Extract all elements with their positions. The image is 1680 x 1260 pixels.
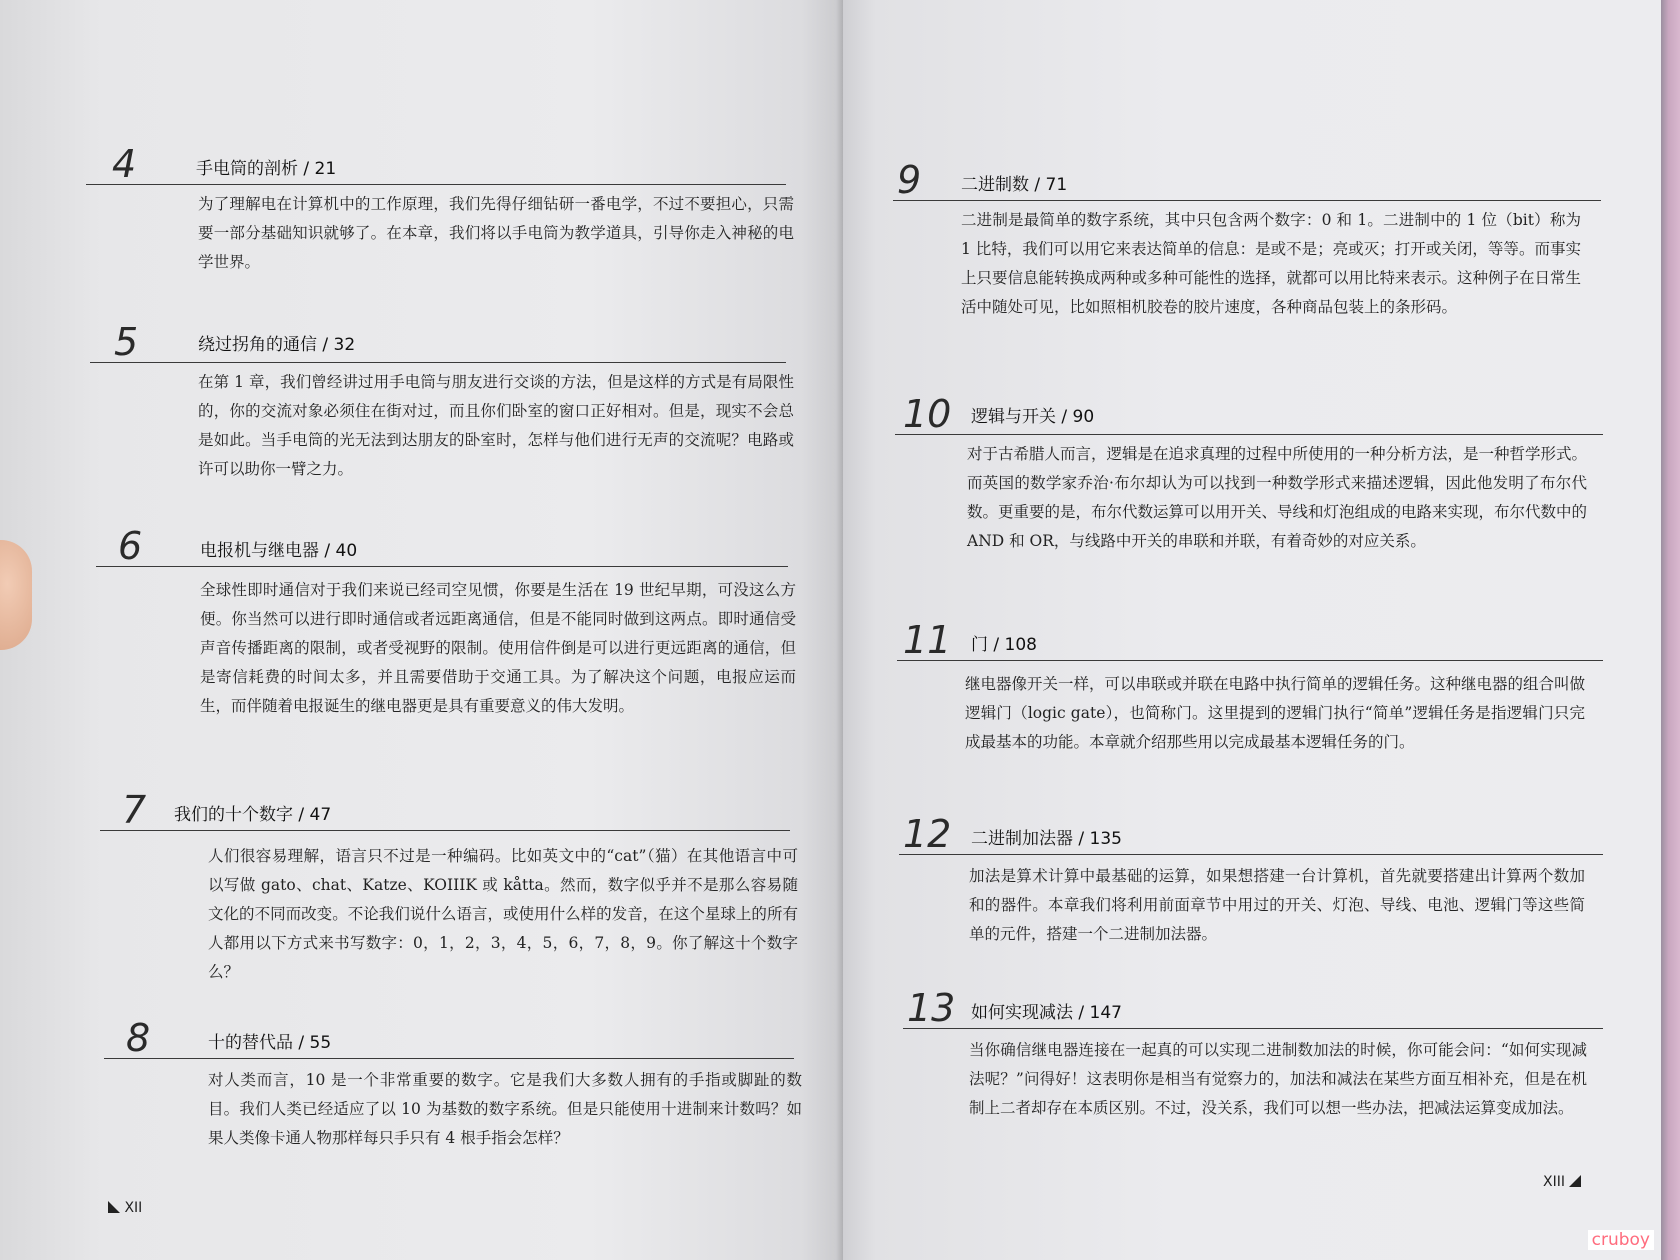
chapter-title: 手电筒的剖析 / 21 <box>196 159 337 179</box>
chapter-rule <box>90 362 786 363</box>
chapter-rule <box>86 184 786 185</box>
chapter-number: 7 <box>122 788 147 832</box>
folio-text: XII <box>124 1200 143 1216</box>
chapter-summary: 在第 1 章，我们曾经讲过用手电筒与朋友进行交谈的方法，但是这样的方式是有局限性的，你的交流对象必须住在街对过，而且你们卧室的窗口正好相对。但是，现实不会总是如此。当手电筒的光无法到达朋友的卧室时，怎样与他们进行无声的交流呢？电路或许可以助你一臂之力。 <box>198 373 794 478</box>
chapter-number: 13 <box>907 986 956 1030</box>
chapter-number: 10 <box>903 392 952 436</box>
chapter-summary: 当你确信继电器连接在一起真的可以实现二进制数加法的时候，你可能会问：“如何实现减法呢？”问得好！这表明你是相当有觉察力的，加法和减法在某些方面互相补充，但是在机制上二者却存在本质区别。不过，没关系，我们可以想一些办法，把减法运算变成加法。 <box>969 1041 1587 1117</box>
chapter-summary: 继电器像开关一样，可以串联或并联在电路中执行简单的逻辑任务。这种继电器的组合叫做逻辑门（logic gate），也简称门。这里提到的逻辑门执行“简单”逻辑任务是指逻辑门只完成最基本的功能。本章就介绍那些用以完成最基本逻辑任务的门。 <box>965 675 1586 751</box>
chapter-number: 8 <box>126 1016 151 1060</box>
chapter-rule <box>104 1058 794 1059</box>
page-number-left <box>108 1200 142 1216</box>
triangle-marker-icon <box>1569 1175 1581 1187</box>
chapter-rule <box>903 1028 1603 1029</box>
chapter-title: 门 / 108 <box>971 635 1037 655</box>
chapter-rule <box>96 566 788 567</box>
chapter-title: 二进制加法器 / 135 <box>971 829 1122 849</box>
chapter-rule <box>893 200 1601 201</box>
chapter-title: 我们的十个数字 / 47 <box>174 805 332 825</box>
chapter-rule <box>897 660 1603 661</box>
chapter-number: 12 <box>903 812 952 856</box>
thumb <box>0 540 32 650</box>
chapter-number: 11 <box>903 618 952 662</box>
chapter-title: 十的替代品 / 55 <box>208 1033 332 1053</box>
chapter-summary: 人们很容易理解，语言只不过是一种编码。比如英文中的“cat”（猫）在其他语言中可以写做 gato、chat、Katze、KOIIIK 或 kåtta。然而，数字似乎并不是那么容易随文化的不同而改变。不论我们说什么语言，或使用什么样的发音，在这个星球上的所有人都用以下方式来书写数字：0，1，2，3，4，5，6，7，8，9。你了解这十个数字么？ <box>208 847 798 981</box>
chapter-summary: 加法是算术计算中最基础的运算，如果想搭建一台计算机，首先就要搭建出计算两个数加和的器件。本章我们将利用前面章节中用过的开关、灯泡、导线、电池、逻辑门等这些简单的元件，搭建一个二进制加法器。 <box>969 867 1585 943</box>
chapter-summary: 二进制是最简单的数字系统，其中只包含两个数字：0 和 1。二进制中的 1 位（bit）称为 1 比特，我们可以用它来表达简单的信息：是或不是；亮或灭；打开或关闭，等等。而事实上只要信息能转换成两种或多种可能性的选择，就都可以用比特来表示。这种例子在日常生活中随处可见，比如照相机胶卷的胶片速度，各种商品包装上的条形码。 <box>961 211 1582 316</box>
page-number-right <box>1543 1174 1581 1190</box>
chapter-number: 9 <box>897 158 922 202</box>
right-page <box>843 0 1661 1260</box>
chapter-number: 4 <box>112 142 137 186</box>
chapter-title: 二进制数 / 71 <box>961 175 1068 195</box>
chapter-title: 绕过拐角的通信 / 32 <box>198 335 356 355</box>
chapter-rule <box>895 434 1603 435</box>
chapter-summary: 对于古希腊人而言，逻辑是在追求真理的过程中所使用的一种分析方法，是一种哲学形式。而英国的数学家乔治·布尔却认为可以找到一种数学形式来描述逻辑，因此他发明了布尔代数。更重要的是，布尔代数运算可以用开关、导线和灯泡组成的电路来实现，布尔代数中的 AND 和 OR，与线路中开关的串联和并联，有着奇妙的对应关系。 <box>967 445 1588 550</box>
background-edge <box>1661 0 1680 1260</box>
chapter-number: 5 <box>114 320 139 364</box>
watermark-text: cruboy <box>1588 1230 1654 1250</box>
folio-text: XIII <box>1543 1174 1565 1190</box>
chapter-title: 如何实现减法 / 147 <box>971 1003 1122 1023</box>
chapter-title: 逻辑与开关 / 90 <box>971 407 1095 427</box>
chapter-rule <box>100 830 790 831</box>
triangle-marker-icon <box>108 1201 120 1213</box>
chapter-number: 6 <box>118 524 143 568</box>
chapter-summary: 为了理解电在计算机中的工作原理，我们先得仔细钻研一番电学，不过不要担心，只需要一部分基础知识就够了。在本章，我们将以手电筒为教学道具，引导你走入神秘的电学世界。 <box>198 195 794 271</box>
chapter-summary: 全球性即时通信对于我们来说已经司空见惯，你要是生活在 19 世纪早期，可没这么方便。你当然可以进行即时通信或者远距离通信，但是不能同时做到这两点。即时通信受声音传播距离的限制，或者受视野的限制。使用信件倒是可以进行更远距离的通信，但是寄信耗费的时间太多，并且需要借助于交通工具。为了解决这个问题，电报应运而生，而伴随着电报诞生的继电器更是具有重要意义的伟大发明。 <box>200 581 796 715</box>
chapter-title: 电报机与继电器 / 40 <box>200 541 358 561</box>
chapter-summary: 对人类而言，10 是一个非常重要的数字。它是我们大多数人拥有的手指或脚趾的数目。我们人类已经适应了以 10 为基数的数字系统。但是只能使用十进制来计数吗？如果人类像卡通人物那样每只手只有 4 根手指会怎样？ <box>208 1071 802 1147</box>
chapter-rule <box>899 854 1603 855</box>
